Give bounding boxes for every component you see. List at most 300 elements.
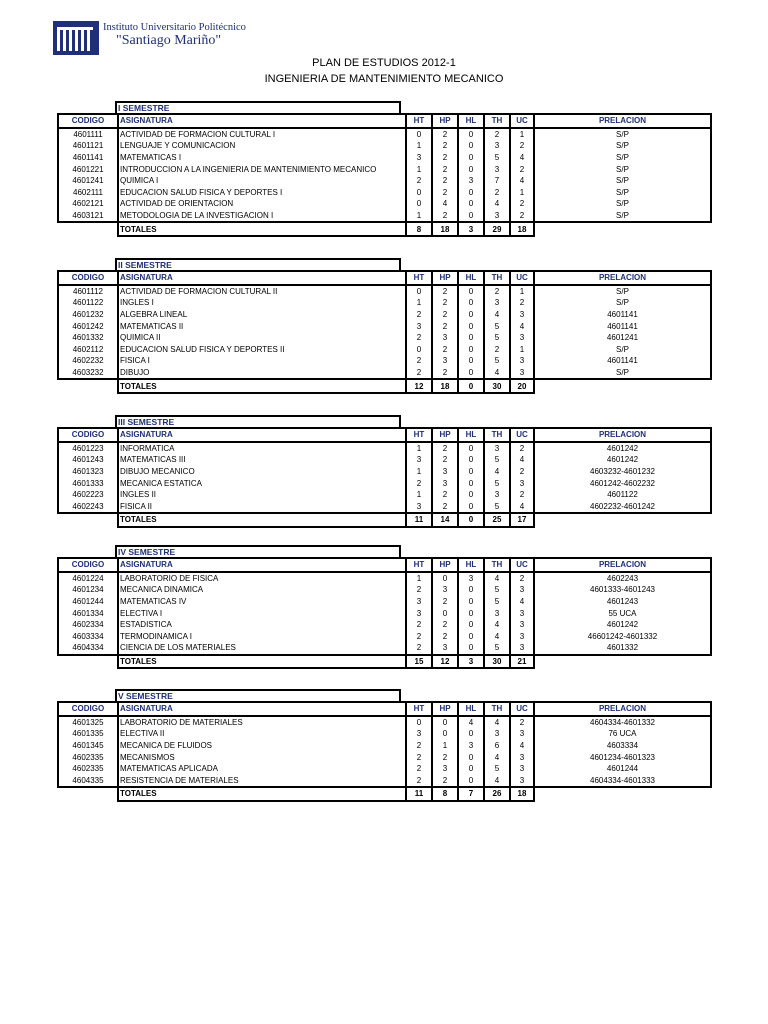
- cell-hl: 0: [458, 501, 484, 514]
- cell-prelacion: 4601242: [534, 442, 711, 455]
- cell-uc: 2: [510, 466, 534, 478]
- cell-ht: 2: [406, 367, 432, 380]
- column-header-ht: HT: [406, 271, 432, 285]
- cell-uc: 4: [510, 454, 534, 466]
- cell-th: 5: [484, 332, 510, 344]
- cell-asignatura: MATEMATICAS III: [118, 454, 406, 466]
- cell-hp: 2: [432, 309, 458, 321]
- cell-asignatura: MECANICA ESTATICA: [118, 477, 406, 489]
- cell-codigo: 4601122: [58, 297, 118, 309]
- cell-codigo: 4601141: [58, 152, 118, 164]
- table-row: [58, 309, 711, 321]
- column-header-uc: UC: [510, 428, 534, 442]
- cell-hl: 0: [458, 631, 484, 643]
- cell-th: 4: [484, 631, 510, 643]
- cell-asignatura: EDUCACION SALUD FISICA Y DEPORTES I: [118, 187, 406, 199]
- total-hp: 12: [432, 655, 458, 669]
- cell-hl: 0: [458, 152, 484, 164]
- cell-ht: 0: [406, 128, 432, 141]
- total-hp: 14: [432, 513, 458, 527]
- cell-th: 3: [484, 607, 510, 619]
- totals-label: TOTALES: [118, 379, 406, 393]
- semester-section: [57, 101, 712, 237]
- totals-row: [58, 787, 711, 801]
- cell-hl: 3: [458, 740, 484, 752]
- cell-th: 3: [484, 210, 510, 223]
- total-hl: 0: [458, 379, 484, 393]
- cell-prelacion: 4601244: [534, 763, 711, 775]
- cell-asignatura: ELECTIVA I: [118, 607, 406, 619]
- cell-ht: 3: [406, 320, 432, 332]
- table-header-row: [58, 702, 711, 716]
- cell-uc: 1: [510, 128, 534, 141]
- cell-th: 5: [484, 642, 510, 655]
- cell-prelacion: 4601122: [534, 489, 711, 501]
- cell-ht: 1: [406, 489, 432, 501]
- total-hl: 0: [458, 513, 484, 527]
- cell-ht: 0: [406, 344, 432, 356]
- column-header-hp: HP: [432, 428, 458, 442]
- cell-uc: 3: [510, 619, 534, 631]
- cell-prelacion: S/P: [534, 367, 711, 380]
- total-th: 25: [484, 513, 510, 527]
- column-header-prelacion: PRELACION: [534, 114, 711, 128]
- cell-th: 3: [484, 442, 510, 455]
- total-th: 30: [484, 379, 510, 393]
- column-header-th: TH: [484, 558, 510, 572]
- total-uc: 20: [510, 379, 534, 393]
- semester-section: [57, 545, 712, 669]
- cell-asignatura: METODOLOGIA DE LA INVESTIGACION I: [118, 210, 406, 223]
- column-header-ht: HT: [406, 702, 432, 716]
- total-uc: 17: [510, 513, 534, 527]
- table-row: [58, 489, 711, 501]
- cell-hl: 0: [458, 454, 484, 466]
- column-header-hl: HL: [458, 558, 484, 572]
- column-header-hl: HL: [458, 428, 484, 442]
- cell-asignatura: FISICA I: [118, 355, 406, 367]
- cell-codigo: 4601333: [58, 477, 118, 489]
- cell-ht: 1: [406, 163, 432, 175]
- cell-th: 5: [484, 501, 510, 514]
- cell-codigo: 4601332: [58, 332, 118, 344]
- cell-th: 4: [484, 716, 510, 729]
- cell-prelacion: 4601141: [534, 309, 711, 321]
- cell-hp: 2: [432, 596, 458, 608]
- cell-hp: 2: [432, 751, 458, 763]
- cell-uc: 1: [510, 285, 534, 298]
- column-header-hl: HL: [458, 114, 484, 128]
- cell-codigo: 4603232: [58, 367, 118, 380]
- cell-codigo: 4601224: [58, 572, 118, 585]
- cell-hl: 0: [458, 596, 484, 608]
- empty-cell: [58, 787, 118, 801]
- total-th: 30: [484, 655, 510, 669]
- totals-label: TOTALES: [118, 655, 406, 669]
- table-row: [58, 584, 711, 596]
- cell-hp: 3: [432, 584, 458, 596]
- cell-codigo: 4602111: [58, 187, 118, 199]
- table-row: [58, 285, 711, 298]
- cell-prelacion: S/P: [534, 152, 711, 164]
- cell-asignatura: MECANISMOS: [118, 751, 406, 763]
- cell-codigo: 4602232: [58, 355, 118, 367]
- column-header-uc: UC: [510, 558, 534, 572]
- semester-title: II SEMESTRE: [115, 258, 401, 270]
- cell-ht: 2: [406, 740, 432, 752]
- cell-prelacion: 4601332: [534, 642, 711, 655]
- cell-th: 2: [484, 187, 510, 199]
- cell-prelacion: 4601242-4602232: [534, 477, 711, 489]
- cell-asignatura: ACTIVIDAD DE ORIENTACION: [118, 198, 406, 210]
- cell-asignatura: INGLES II: [118, 489, 406, 501]
- table-row: [58, 572, 711, 585]
- cell-asignatura: INFORMATICA: [118, 442, 406, 455]
- cell-th: 3: [484, 297, 510, 309]
- table-row: [58, 163, 711, 175]
- cell-prelacion: S/P: [534, 140, 711, 152]
- cell-ht: 0: [406, 198, 432, 210]
- total-uc: 18: [510, 222, 534, 236]
- table-row: [58, 740, 711, 752]
- cell-uc: 3: [510, 751, 534, 763]
- totals-row: [58, 222, 711, 236]
- cell-th: 7: [484, 175, 510, 187]
- cell-hp: 2: [432, 163, 458, 175]
- cell-uc: 3: [510, 309, 534, 321]
- cell-prelacion: 4601242: [534, 619, 711, 631]
- cell-th: 4: [484, 198, 510, 210]
- column-header-ht: HT: [406, 114, 432, 128]
- cell-hl: 0: [458, 140, 484, 152]
- cell-hl: 0: [458, 466, 484, 478]
- cell-codigo: 4601323: [58, 466, 118, 478]
- cell-prelacion: S/P: [534, 297, 711, 309]
- cell-prelacion: 4603334: [534, 740, 711, 752]
- cell-prelacion: S/P: [534, 187, 711, 199]
- cell-asignatura: INTRODUCCION A LA INGENIERIA DE MANTENIMIENTO MECANICO: [118, 163, 406, 175]
- cell-uc: 2: [510, 716, 534, 729]
- cell-asignatura: MATEMATICAS APLICADA: [118, 763, 406, 775]
- cell-th: 5: [484, 763, 510, 775]
- cell-asignatura: RESISTENCIA DE MATERIALES: [118, 775, 406, 788]
- cell-uc: 3: [510, 775, 534, 788]
- cell-th: 4: [484, 751, 510, 763]
- total-hp: 18: [432, 222, 458, 236]
- cell-hp: 2: [432, 152, 458, 164]
- table-row: [58, 501, 711, 514]
- column-header-prelacion: PRELACION: [534, 558, 711, 572]
- column-header-hp: HP: [432, 271, 458, 285]
- cell-uc: 2: [510, 572, 534, 585]
- cell-hp: 2: [432, 320, 458, 332]
- column-header-ht: HT: [406, 558, 432, 572]
- cell-asignatura: DIBUJO MECANICO: [118, 466, 406, 478]
- cell-hl: 0: [458, 619, 484, 631]
- document-subtitle: INGENIERIA DE MANTENIMIENTO MECANICO: [264, 73, 504, 85]
- cell-hp: 4: [432, 198, 458, 210]
- totals-row: [58, 513, 711, 527]
- cell-ht: 3: [406, 607, 432, 619]
- cell-hp: 2: [432, 140, 458, 152]
- cell-uc: 3: [510, 763, 534, 775]
- cell-hl: 0: [458, 320, 484, 332]
- empty-cell: [534, 787, 711, 801]
- cell-ht: 0: [406, 187, 432, 199]
- column-header-prelacion: PRELACION: [534, 702, 711, 716]
- cell-codigo: 4601221: [58, 163, 118, 175]
- cell-hl: 0: [458, 332, 484, 344]
- cell-th: 5: [484, 596, 510, 608]
- table-row: [58, 297, 711, 309]
- column-header-hp: HP: [432, 702, 458, 716]
- cell-uc: 2: [510, 210, 534, 223]
- cell-hl: 0: [458, 751, 484, 763]
- cell-uc: 3: [510, 728, 534, 740]
- total-hp: 8: [432, 787, 458, 801]
- cell-th: 4: [484, 775, 510, 788]
- cell-th: 3: [484, 140, 510, 152]
- table-row: [58, 175, 711, 187]
- cell-uc: 3: [510, 642, 534, 655]
- cell-ht: 1: [406, 140, 432, 152]
- cell-codigo: 4601121: [58, 140, 118, 152]
- cell-uc: 3: [510, 477, 534, 489]
- curriculum-table: [57, 701, 712, 802]
- table-row: [58, 763, 711, 775]
- cell-ht: 2: [406, 355, 432, 367]
- cell-hl: 0: [458, 163, 484, 175]
- cell-hp: 0: [432, 607, 458, 619]
- cell-th: 4: [484, 466, 510, 478]
- cell-codigo: 4602243: [58, 501, 118, 514]
- cell-codigo: 4601112: [58, 285, 118, 298]
- cell-prelacion: 4601242: [534, 454, 711, 466]
- table-row: [58, 728, 711, 740]
- cell-hp: 2: [432, 210, 458, 223]
- cell-hp: 2: [432, 775, 458, 788]
- cell-hl: 0: [458, 355, 484, 367]
- total-uc: 18: [510, 787, 534, 801]
- cell-hp: 2: [432, 297, 458, 309]
- table-row: [58, 320, 711, 332]
- cell-asignatura: FISICA II: [118, 501, 406, 514]
- cell-ht: 3: [406, 152, 432, 164]
- cell-asignatura: MECANICA DINAMICA: [118, 584, 406, 596]
- cell-codigo: 4601335: [58, 728, 118, 740]
- cell-th: 2: [484, 285, 510, 298]
- table-row: [58, 477, 711, 489]
- table-row: [58, 775, 711, 788]
- column-header-th: TH: [484, 271, 510, 285]
- cell-codigo: 4602223: [58, 489, 118, 501]
- table-header-row: [58, 428, 711, 442]
- cell-ht: 2: [406, 642, 432, 655]
- cell-prelacion: 4602232-4601242: [534, 501, 711, 514]
- cell-ht: 2: [406, 619, 432, 631]
- cell-th: 2: [484, 344, 510, 356]
- column-header-uc: UC: [510, 271, 534, 285]
- cell-asignatura: LABORATORIO DE MATERIALES: [118, 716, 406, 729]
- cell-th: 6: [484, 740, 510, 752]
- cell-hl: 4: [458, 716, 484, 729]
- cell-prelacion: 4602243: [534, 572, 711, 585]
- cell-uc: 3: [510, 367, 534, 380]
- column-header-prelacion: PRELACION: [534, 428, 711, 442]
- cell-hl: 0: [458, 198, 484, 210]
- cell-hp: 3: [432, 466, 458, 478]
- cell-th: 2: [484, 128, 510, 141]
- table-row: [58, 198, 711, 210]
- cell-uc: 4: [510, 501, 534, 514]
- cell-hl: 0: [458, 187, 484, 199]
- cell-hp: 2: [432, 619, 458, 631]
- semester-title: I SEMESTRE: [115, 101, 401, 113]
- table-row: [58, 367, 711, 380]
- empty-cell: [58, 655, 118, 669]
- column-header-ht: HT: [406, 428, 432, 442]
- total-ht: 11: [406, 513, 432, 527]
- column-header-asignatura: ASIGNATURA: [118, 271, 406, 285]
- cell-uc: 1: [510, 187, 534, 199]
- total-th: 29: [484, 222, 510, 236]
- cell-hp: 3: [432, 332, 458, 344]
- cell-th: 5: [484, 152, 510, 164]
- cell-asignatura: ESTADISTICA: [118, 619, 406, 631]
- cell-uc: 3: [510, 332, 534, 344]
- cell-hl: 3: [458, 175, 484, 187]
- cell-prelacion: 4601333-4601243: [534, 584, 711, 596]
- column-header-asignatura: ASIGNATURA: [118, 114, 406, 128]
- cell-th: 4: [484, 619, 510, 631]
- cell-prelacion: S/P: [534, 198, 711, 210]
- table-row: [58, 355, 711, 367]
- cell-asignatura: MATEMATICAS I: [118, 152, 406, 164]
- total-ht: 8: [406, 222, 432, 236]
- cell-asignatura: QUIMICA II: [118, 332, 406, 344]
- curriculum-table: [57, 557, 712, 669]
- cell-codigo: 4601241: [58, 175, 118, 187]
- cell-codigo: 4601223: [58, 442, 118, 455]
- cell-hp: 3: [432, 355, 458, 367]
- cell-hl: 0: [458, 309, 484, 321]
- empty-cell: [58, 222, 118, 236]
- totals-label: TOTALES: [118, 513, 406, 527]
- cell-asignatura: DIBUJO: [118, 367, 406, 380]
- cell-prelacion: 55 UCA: [534, 607, 711, 619]
- cell-uc: 2: [510, 297, 534, 309]
- cell-codigo: 4601243: [58, 454, 118, 466]
- semester-section: [57, 258, 712, 394]
- cell-uc: 3: [510, 355, 534, 367]
- column-header-th: TH: [484, 702, 510, 716]
- cell-hp: 2: [432, 489, 458, 501]
- cell-th: 3: [484, 489, 510, 501]
- cell-codigo: 4601325: [58, 716, 118, 729]
- empty-cell: [58, 513, 118, 527]
- column-header-hp: HP: [432, 114, 458, 128]
- cell-hp: 0: [432, 728, 458, 740]
- cell-hp: 2: [432, 344, 458, 356]
- cell-hl: 0: [458, 442, 484, 455]
- totals-row: [58, 655, 711, 669]
- cell-codigo: 4602112: [58, 344, 118, 356]
- cell-ht: 2: [406, 631, 432, 643]
- cell-hl: 3: [458, 572, 484, 585]
- table-header-row: [58, 271, 711, 285]
- cell-hl: 0: [458, 285, 484, 298]
- cell-prelacion: 4604334-4601332: [534, 716, 711, 729]
- semester-title: V SEMESTRE: [115, 689, 401, 701]
- cell-hp: 1: [432, 740, 458, 752]
- cell-prelacion: 46601242-4601332: [534, 631, 711, 643]
- cell-hp: 2: [432, 442, 458, 455]
- institute-name-line2: "Santiago Mariño": [116, 33, 222, 48]
- cell-codigo: 4601232: [58, 309, 118, 321]
- cell-hp: 2: [432, 631, 458, 643]
- total-ht: 15: [406, 655, 432, 669]
- column-header-codigo: CODIGO: [58, 428, 118, 442]
- cell-hp: 2: [432, 501, 458, 514]
- cell-uc: 4: [510, 740, 534, 752]
- cell-hl: 0: [458, 489, 484, 501]
- cell-hp: 0: [432, 716, 458, 729]
- semester-title: IV SEMESTRE: [115, 545, 401, 557]
- cell-uc: 3: [510, 584, 534, 596]
- column-header-th: TH: [484, 428, 510, 442]
- cell-prelacion: 4601241: [534, 332, 711, 344]
- cell-prelacion: 4603232-4601232: [534, 466, 711, 478]
- cell-asignatura: ELECTIVA II: [118, 728, 406, 740]
- total-uc: 21: [510, 655, 534, 669]
- cell-th: 5: [484, 320, 510, 332]
- table-row: [58, 210, 711, 223]
- cell-uc: 3: [510, 607, 534, 619]
- cell-ht: 1: [406, 297, 432, 309]
- column-header-asignatura: ASIGNATURA: [118, 558, 406, 572]
- table-row: [58, 128, 711, 141]
- cell-prelacion: 4601141: [534, 320, 711, 332]
- institute-logo: [53, 21, 253, 55]
- cell-ht: 3: [406, 454, 432, 466]
- cell-th: 5: [484, 454, 510, 466]
- cell-asignatura: ACTIVIDAD DE FORMACION CULTURAL II: [118, 285, 406, 298]
- column-header-uc: UC: [510, 114, 534, 128]
- cell-hl: 0: [458, 775, 484, 788]
- cell-th: 5: [484, 355, 510, 367]
- cell-ht: 3: [406, 728, 432, 740]
- table-row: [58, 619, 711, 631]
- cell-hl: 0: [458, 763, 484, 775]
- cell-ht: 1: [406, 442, 432, 455]
- cell-prelacion: S/P: [534, 285, 711, 298]
- column-header-hp: HP: [432, 558, 458, 572]
- semester-title: III SEMESTRE: [115, 415, 401, 427]
- table-row: [58, 332, 711, 344]
- cell-asignatura: LABORATORIO DE FISICA: [118, 572, 406, 585]
- cell-uc: 4: [510, 152, 534, 164]
- cell-hp: 2: [432, 285, 458, 298]
- cell-hp: 2: [432, 128, 458, 141]
- cell-prelacion: S/P: [534, 175, 711, 187]
- cell-hp: 3: [432, 477, 458, 489]
- cell-ht: 2: [406, 763, 432, 775]
- totals-label: TOTALES: [118, 787, 406, 801]
- cell-prelacion: S/P: [534, 344, 711, 356]
- cell-uc: 4: [510, 175, 534, 187]
- column-header-codigo: CODIGO: [58, 114, 118, 128]
- cell-hl: 0: [458, 344, 484, 356]
